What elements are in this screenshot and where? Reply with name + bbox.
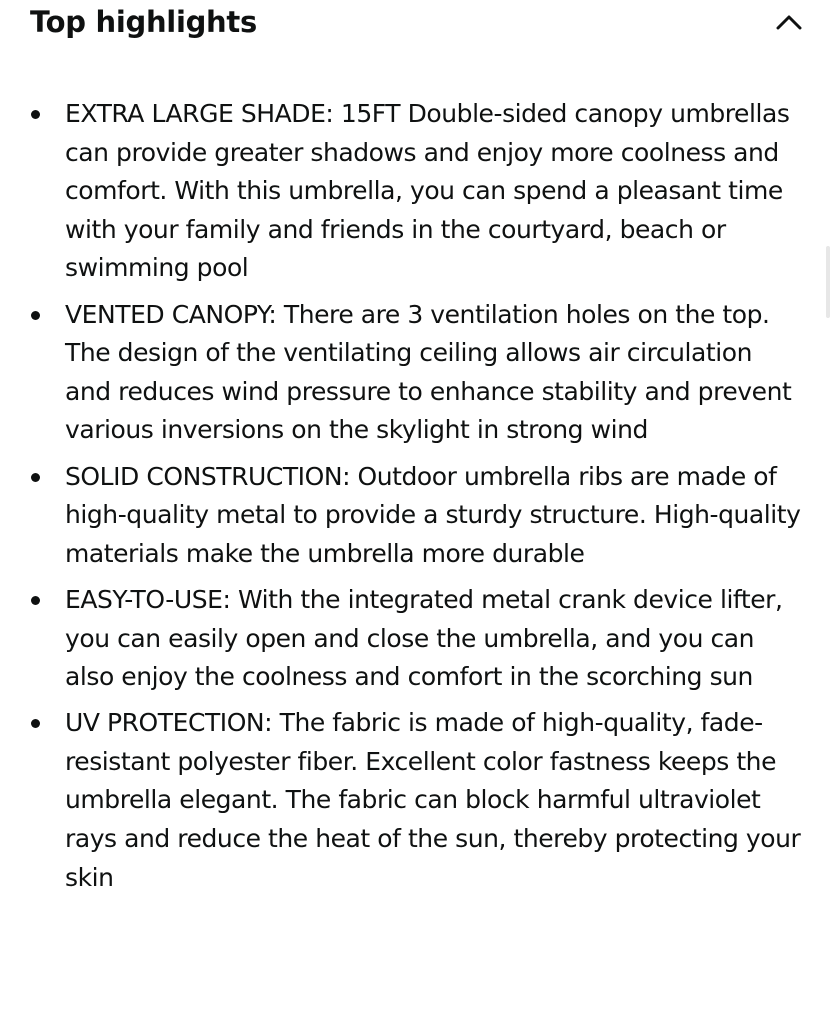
- bullet-icon: [31, 719, 40, 728]
- bullet-icon: [31, 110, 40, 119]
- section-title: Top highlights: [30, 5, 257, 39]
- bullet-icon: [31, 311, 40, 320]
- scrollbar[interactable]: [826, 246, 830, 318]
- list-item: [0, 581, 830, 697]
- bullet-icon: [31, 473, 40, 482]
- highlight-text: EASY-TO-USE: With the integrated metal crank device lifter, you can easily open and close the umbrella, and you can also enjoy the coolness and comfort in the scorching sun: [65, 584, 783, 692]
- list-item: [0, 296, 830, 450]
- highlight-text: VENTED CANOPY: There are 3 ventilation holes on the top. The design of the ventilating ceiling allows air circulation and reduces wind pressure to enhance stability and prevent various inversions on the skylight in strong wind: [65, 299, 792, 445]
- highlight-text: SOLID CONSTRUCTION: Outdoor umbrella ribs are made of high-quality metal to provide a sturdy structure. High-quality materials make the umbrella more durable: [65, 461, 801, 568]
- highlight-text: UV PROTECTION: The fabric is made of high-quality, fade-resistant polyester fiber. Excellent color fastness keeps the umbrella elegant. The fabric can block harmful ultraviolet rays and reduce the heat of the sun, thereby protecting your skin: [65, 708, 801, 892]
- list-item: [0, 704, 830, 897]
- highlights-section-header[interactable]: [30, 0, 804, 44]
- highlight-text: EXTRA LARGE SHADE: 15FT Double-sided canopy umbrellas can provide greater shadows and enjoy more coolness and comfort. With this umbrella, you can spend a pleasant time with your family and friends in the courtyard, beach or swimming pool: [65, 99, 790, 283]
- bullet-icon: [31, 596, 40, 605]
- list-item: [0, 95, 830, 288]
- chevron-up-icon[interactable]: [774, 7, 804, 37]
- list-item: [0, 458, 830, 574]
- highlights-list: [0, 95, 830, 905]
